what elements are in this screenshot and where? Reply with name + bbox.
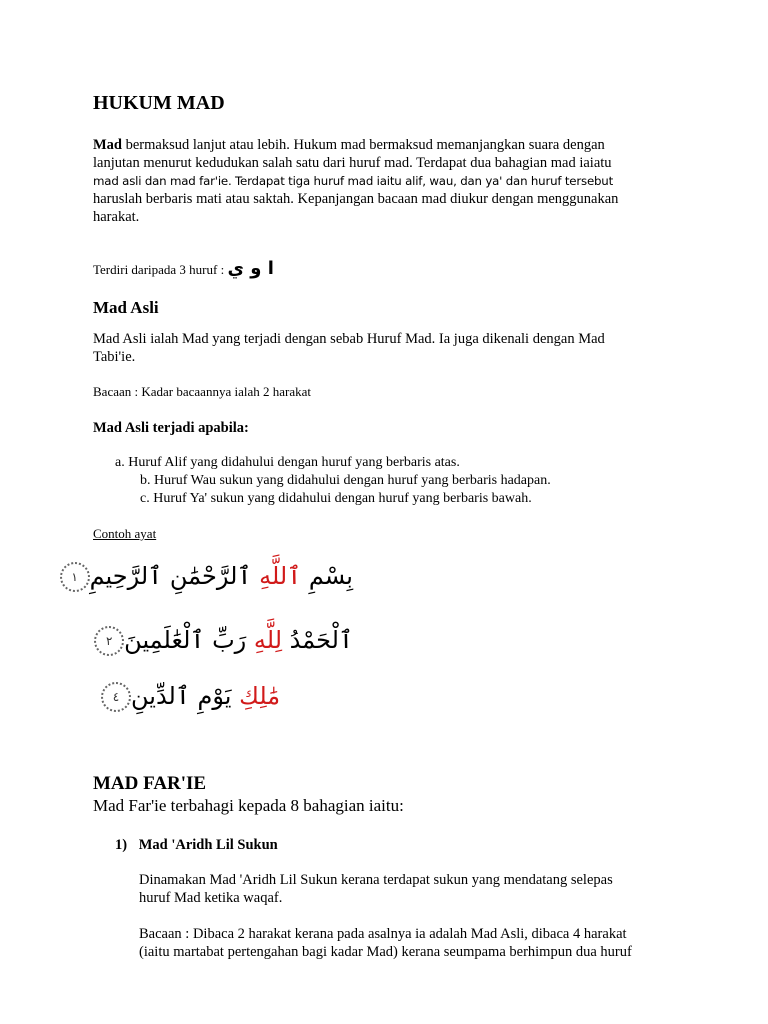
verse-2-after: رَبِّ ٱلْعَٰلَمِينَ bbox=[124, 626, 254, 654]
intro-paragraph bbox=[93, 136, 673, 226]
item-1-title: Mad 'Aridh Lil Sukun bbox=[138, 837, 278, 853]
item-1-p2-line-2: (iaitu martabat pertengahan bagi kadar Mad) kerana seumpama berhimpun dua huruf bbox=[139, 944, 632, 960]
verse-3 bbox=[93, 682, 353, 722]
verse-2 bbox=[93, 626, 353, 666]
mad-asli-description bbox=[93, 330, 673, 366]
mad-farie-description: Mad Far'ie terbahagi kepada 8 bahagian iaitu: bbox=[93, 796, 404, 815]
intro-bold-word: Mad bbox=[93, 137, 122, 153]
verse-1-before: بِسْمِ bbox=[301, 562, 353, 590]
intro-line-1: bermaksud lanjut atau lebih. Hukum mad bermaksud memanjangkan suara dengan bbox=[122, 137, 605, 153]
list-item-b: b. Huruf Wau sukun yang didahului dengan huruf yang berbaris hadapan. bbox=[140, 473, 551, 488]
item-1-p1-line-2: huruf Mad ketika waqaf. bbox=[139, 890, 283, 906]
verse-1-number: ١ bbox=[60, 562, 90, 592]
verse-2-number: ٢ bbox=[94, 626, 124, 656]
verse-2-highlight: لِلَّهِ bbox=[253, 626, 283, 654]
mad-asli-heading: Mad Asli bbox=[93, 298, 159, 317]
mad-asli-bacaan: Bacaan : Kadar bacaannya ialah 2 harakat bbox=[93, 384, 311, 399]
intro-line-4: haruslah berbaris mati atau saktah. Kepanjangan bacaan mad diukur dengan menggunakan bbox=[93, 191, 619, 207]
intro-line-5: harakat. bbox=[93, 209, 140, 225]
letters-line bbox=[93, 258, 274, 279]
item-1-number: 1) bbox=[115, 837, 128, 853]
mad-asli-desc-line-2: Tabi'ie. bbox=[93, 349, 136, 365]
mad-asli-desc-line-1: Mad Asli ialah Mad yang terjadi dengan sebab Huruf Mad. Ia juga dikenali dengan Mad bbox=[93, 331, 605, 347]
verse-3-number: ٤ bbox=[101, 682, 131, 712]
verse-1-highlight: ٱللَّهِ bbox=[259, 562, 302, 590]
verse-3-highlight: مَٰلِكِ bbox=[239, 682, 281, 710]
intro-line-2: lanjutan menurut kedudukan salah satu dari huruf mad. Terdapat dua bahagian mad iaiatu bbox=[93, 155, 612, 171]
mad-asli-subheading: Mad Asli terjadi apabila: bbox=[93, 420, 249, 436]
contoh-ayat-label: Contoh ayat bbox=[93, 526, 157, 541]
verse-1-after: ٱلرَّحْمَٰنِ ٱلرَّحِيمِ bbox=[89, 562, 260, 590]
item-1-p1-line-1: Dinamakan Mad 'Aridh Lil Sukun kerana terdapat sukun yang mendatang selepas bbox=[139, 872, 613, 888]
mad-farie-item-1 bbox=[115, 836, 278, 854]
letters-label: Terdiri daripada 3 huruf : bbox=[93, 262, 228, 277]
item-1-p2-line-1: Bacaan : Dibaca 2 harakat kerana pada asalnya ia adalah Mad Asli, dibaca 4 harakat bbox=[139, 926, 627, 942]
verse-3-after: يَوْمِ ٱلدِّينِ bbox=[131, 682, 240, 710]
intro-line-3: mad asli dan mad far'ie. Terdapat tiga huruf mad iaitu alif, wau, dan ya' dan huruf tersebut bbox=[93, 174, 614, 188]
item-1-paragraph-1 bbox=[139, 871, 679, 907]
verse-1 bbox=[71, 562, 353, 602]
page-title: HUKUM MAD bbox=[93, 92, 225, 114]
list-item-a: a. Huruf Alif yang didahului dengan huruf yang berbaris atas. bbox=[115, 455, 460, 470]
verse-2-before: ٱلْحَمْدُ bbox=[282, 626, 353, 654]
list-item-c: c. Huruf Ya' sukun yang didahului dengan huruf yang berbaris bawah. bbox=[140, 491, 532, 506]
arabic-letters: ا و ي bbox=[227, 258, 274, 279]
mad-farie-heading: MAD FAR'IE bbox=[93, 773, 207, 794]
item-1-paragraph-2 bbox=[139, 925, 679, 961]
